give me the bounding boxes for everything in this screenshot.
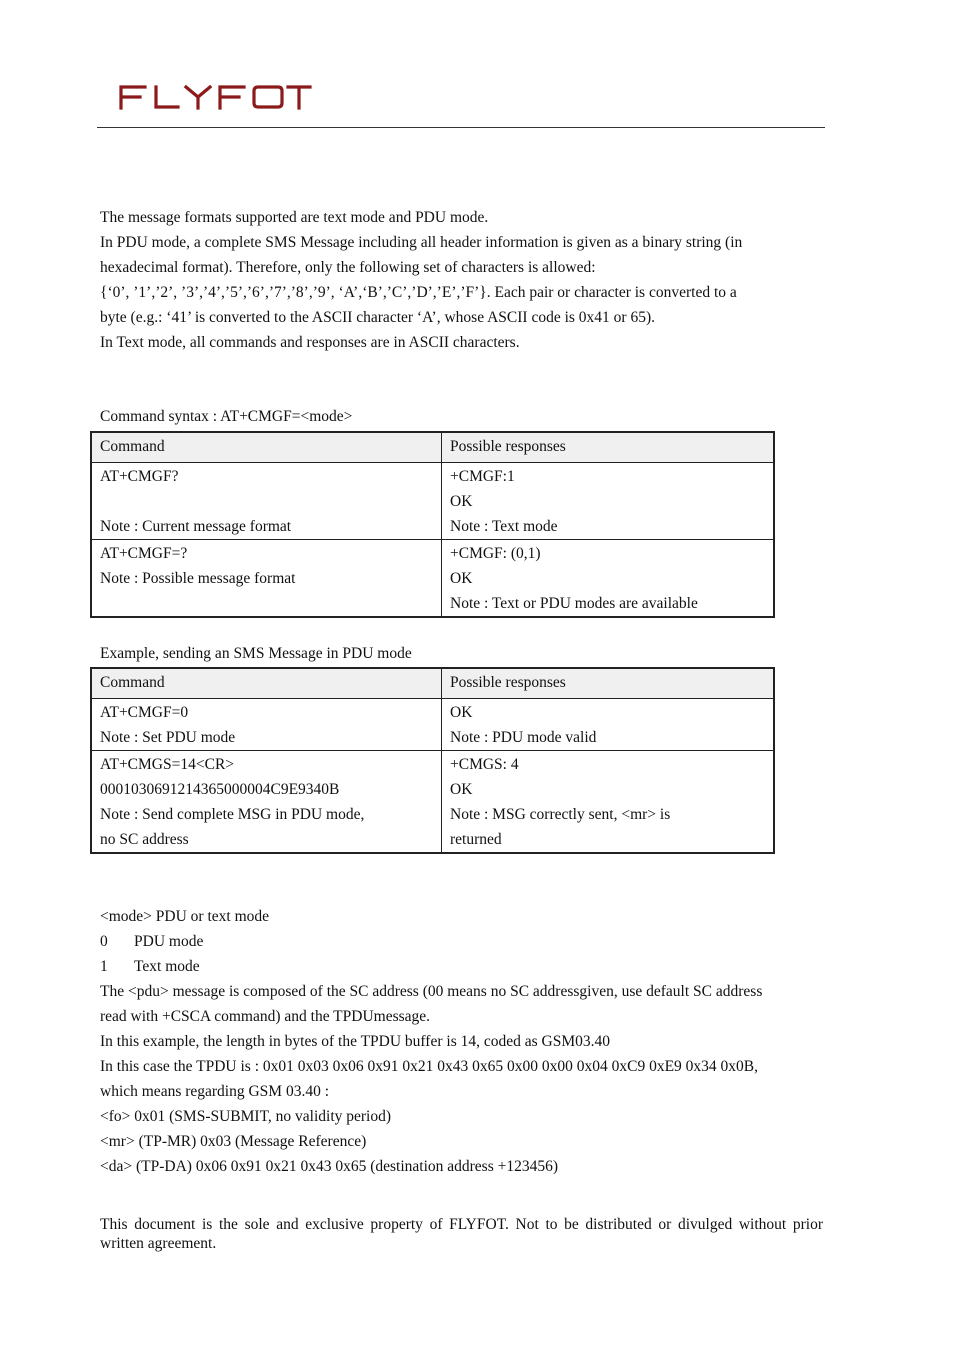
cell-line bbox=[100, 591, 433, 616]
command-cell bbox=[91, 540, 442, 618]
company-logo bbox=[118, 84, 312, 110]
cell-line: OK bbox=[450, 781, 473, 798]
cell-line: Note : Set PDU mode bbox=[100, 729, 236, 746]
table-row bbox=[91, 699, 774, 751]
param-line: <fo> 0x01 (SMS-SUBMIT, no validity period) bbox=[100, 1108, 392, 1125]
table-row bbox=[91, 463, 774, 540]
param-line: <da> (TP-DA) 0x06 0x91 0x21 0x43 0x65 (destination address +123456) bbox=[100, 1158, 559, 1175]
cell-line: Note : MSG correctly sent, <mr> is bbox=[450, 806, 671, 823]
intro-section bbox=[100, 205, 825, 355]
column-header-command: Command bbox=[91, 432, 442, 463]
command-cell bbox=[91, 699, 442, 751]
response-cell bbox=[442, 540, 775, 618]
table-header-row bbox=[91, 432, 774, 463]
mode-value-item bbox=[100, 954, 825, 979]
mode-value: 0 bbox=[100, 933, 108, 950]
cell-line: +CMGF: (0,1) bbox=[450, 545, 541, 562]
cell-line: Note : PDU mode valid bbox=[450, 729, 597, 746]
table-row bbox=[91, 751, 774, 854]
table2-caption: Example, sending an SMS Message in PDU mode bbox=[100, 645, 412, 662]
command-cell bbox=[91, 751, 442, 854]
param-line: read with +CSCA command) and the TPDUmessage. bbox=[100, 1008, 431, 1025]
cell-line: +CMGF:1 bbox=[450, 468, 515, 485]
cell-line: AT+CMGF=? bbox=[100, 545, 188, 562]
command-cell bbox=[91, 463, 442, 540]
confidentiality-footer: This document is the sole and exclusive property of FLYFOT. Not to be distributed or divulged without prior written agreement. bbox=[100, 1216, 823, 1252]
param-line: In this case the TPDU is : 0x01 0x03 0x06 0x91 0x21 0x43 0x65 0x00 0x00 0x04 0xC9 0xE9 0x34 0x0B, bbox=[100, 1058, 759, 1075]
mode-title: <mode> PDU or text mode bbox=[100, 908, 270, 925]
command-syntax-table bbox=[90, 431, 775, 618]
mode-label: Text mode bbox=[134, 958, 200, 975]
cell-line: +CMGS: 4 bbox=[450, 756, 519, 773]
param-line: which means regarding GSM 03.40 : bbox=[100, 1083, 330, 1100]
intro-line: In Text mode, all commands and responses are in ASCII characters. bbox=[100, 334, 520, 351]
cell-line: 0001030691214365000004C9E9340B bbox=[100, 781, 340, 798]
mode-value: 1 bbox=[100, 958, 108, 975]
intro-line: byte (e.g.: ‘41’ is converted to the ASCII character ‘A’, whose ASCII code is 0x41 or 65). bbox=[100, 309, 655, 326]
intro-line: hexadecimal format). Therefore, only the following set of characters is allowed: bbox=[100, 259, 596, 276]
column-header-responses: Possible responses bbox=[442, 668, 775, 699]
flyfot-logo-graphic bbox=[118, 84, 312, 110]
param-line: In this example, the length in bytes of the TPDU buffer is 14, coded as GSM03.40 bbox=[100, 1033, 610, 1050]
response-cell bbox=[442, 751, 775, 854]
cell-line: returned bbox=[450, 831, 502, 848]
table-row bbox=[91, 540, 774, 618]
cell-line: Note : Current message format bbox=[100, 518, 292, 535]
param-line: <mr> (TP-MR) 0x03 (Message Reference) bbox=[100, 1133, 367, 1150]
column-header-command: Command bbox=[91, 668, 442, 699]
table-header-row bbox=[91, 668, 774, 699]
cell-line: AT+CMGS=14<CR> bbox=[100, 756, 235, 773]
pdu-example-table bbox=[90, 667, 775, 854]
param-line: The <pdu> message is composed of the SC address (00 means no SC addressgiven, use default SC address bbox=[100, 983, 763, 1000]
header-divider bbox=[97, 127, 825, 128]
cell-line: Note : Text mode bbox=[450, 518, 558, 535]
intro-line: {‘0’, ’1’,’2’, ’3’,’4’,’5’,’6’,’7’,’8’,’9’, ‘A’,‘B’,’C’,’D’,’E’,’F’}. Each pair or character is converted to a bbox=[100, 284, 737, 301]
response-cell bbox=[442, 463, 775, 540]
cell-line: AT+CMGF? bbox=[100, 468, 179, 485]
cell-line: Note : Possible message format bbox=[100, 570, 296, 587]
cell-line: OK bbox=[450, 704, 473, 721]
cell-line: Note : Send complete MSG in PDU mode, bbox=[100, 806, 365, 823]
column-header-responses: Possible responses bbox=[442, 432, 775, 463]
cell-line: AT+CMGF=0 bbox=[100, 704, 189, 721]
mode-value-item bbox=[100, 929, 825, 954]
intro-line: In PDU mode, a complete SMS Message including all header information is given as a binary string (in bbox=[100, 234, 743, 251]
intro-line: The message formats supported are text mode and PDU mode. bbox=[100, 209, 489, 226]
response-cell bbox=[442, 699, 775, 751]
mode-label: PDU mode bbox=[134, 933, 204, 950]
parameters-section bbox=[100, 904, 825, 1179]
cell-line: OK bbox=[450, 570, 473, 587]
table1-caption: Command syntax : AT+CMGF=<mode> bbox=[100, 408, 353, 425]
cell-line: no SC address bbox=[100, 831, 189, 848]
cell-line: Note : Text or PDU modes are available bbox=[450, 595, 698, 612]
cell-line bbox=[100, 489, 433, 514]
cell-line: OK bbox=[450, 493, 473, 510]
